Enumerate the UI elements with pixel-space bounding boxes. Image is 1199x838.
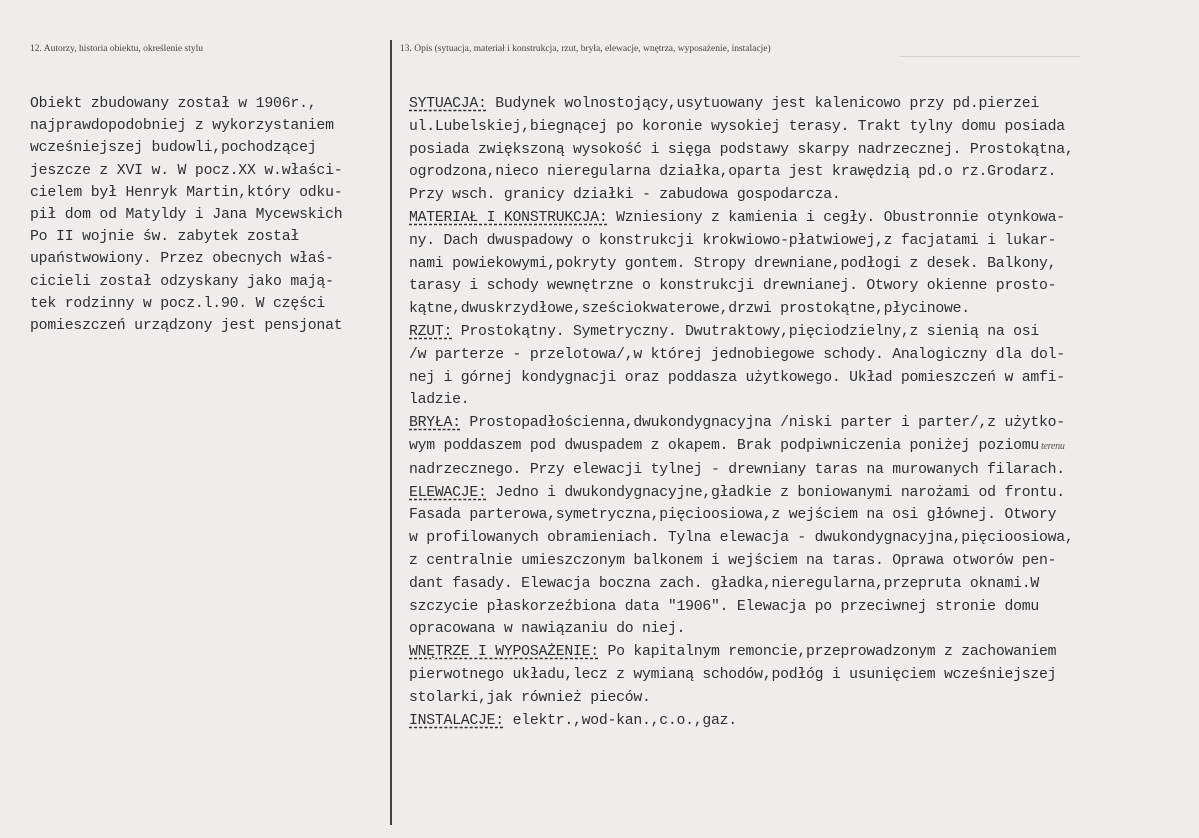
- line-text: nej i górnej kondygnacji oraz poddasza użytkowego. Układ pomieszczeń w amfi-: [409, 369, 1065, 386]
- line-text: elektr.,wod-kan.,c.o.,gaz.: [503, 712, 737, 729]
- line-text: z centralnie umieszczonym balkonem i wejściem na taras. Oprawa otworów pen-: [409, 552, 1057, 569]
- right-column-header: 13. Opis (sytuacja, materiał i konstrukcja, rzut, bryła, elewacje, wnętrza, wyposażenie, instalacje): [400, 44, 771, 54]
- text-line: [409, 367, 1197, 390]
- text-line: [409, 618, 1197, 641]
- history-text-block: [30, 93, 390, 337]
- left-column-header: 12. Autorzy, historia obiektu, określenie stylu: [30, 44, 203, 54]
- text-line: tek rodzinny w pocz.l.90. W części: [30, 295, 326, 312]
- text-line: [409, 664, 1197, 687]
- text-line: jeszcze z XVI w. W pocz.XX w.właści-: [30, 162, 343, 179]
- text-line: [409, 573, 1197, 596]
- text-line: [409, 435, 1197, 459]
- text-line: [409, 184, 1197, 207]
- section-heading: WNĘTRZE I WYPOSAŻENIE:: [409, 644, 599, 661]
- handwritten-note: terenu: [1040, 440, 1065, 452]
- text-line: [409, 139, 1197, 162]
- line-text: Jedno i dwukondygnacyjne,gładkie z boniowanymi narożami od frontu.: [486, 484, 1065, 501]
- text-line: [409, 527, 1197, 550]
- text-line: [409, 687, 1197, 710]
- text-line: [409, 321, 1197, 344]
- line-text: Po kapitalnym remoncie,przeprowadzonym z zachowaniem: [598, 644, 1057, 661]
- line-text: Budynek wolnostojący,usytuowany jest kalenicowo przy pd.pierzei: [486, 96, 1039, 112]
- line-text: ogrodzona,nieco nieregularna działka,oparta jest krawędzią pd.o rz.Grodarz.: [409, 164, 1057, 181]
- line-text: szczycie płaskorzeźbiona data "1906". Elewacja po przeciwnej stronie domu: [409, 598, 1039, 615]
- line-text: dant fasady. Elewacja boczna zach. gładka,nieregularna,przepruta oknami.W: [409, 575, 1039, 592]
- section-heading: BRYŁA:: [409, 415, 461, 432]
- text-line: [409, 412, 1197, 435]
- section-heading: ELEWACJE:: [409, 484, 487, 501]
- text-line: [409, 641, 1197, 664]
- line-text: ul.Lubelskiej,biegnącej po koronie wysokiej terasy. Trakt tylny domu posiada: [409, 118, 1065, 135]
- line-text: ladzie.: [409, 392, 470, 409]
- line-text: Fasada parterowa,symetryczna,pięcioosiowa,z wejściem na osi głównej. Otwory: [409, 507, 1057, 524]
- column-divider: [390, 40, 392, 825]
- line-text: ny. Dach dwuspadowy o konstrukcji krokwiowo-płatwiowej,z facjatami i lukar-: [409, 232, 1057, 249]
- line-text: tarasy i schody wewnętrzne o konstrukcji drewnianej. Otwory okienne prosto-: [409, 278, 1057, 295]
- line-text: Prostokątny. Symetryczny. Dwutraktowy,pięciodzielny,z sienią na osi: [452, 323, 1039, 340]
- line-text: nadrzecznego. Przy elewacji tylnej - drewniany taras na murowanych filarach.: [409, 461, 1065, 478]
- text-line: cielem był Henryk Martin,który odku-: [30, 184, 343, 201]
- text-line: [409, 550, 1197, 573]
- line-text: w profilowanych obramieniach. Tylna elewacja - dwukondygnacyjna,pięcioosiowa,: [409, 530, 1074, 547]
- text-line: [409, 207, 1197, 230]
- text-line: [409, 253, 1197, 276]
- text-line: [409, 298, 1197, 321]
- line-text: posiada zwiększoną wysokość i sięga podstawy skarpy nadrzecznej. Prostokątna,: [409, 141, 1074, 158]
- section-heading: MATERIAŁ I KONSTRUKCJA:: [409, 209, 608, 226]
- text-line: upaństwowiony. Przez obecnych właś-: [30, 251, 334, 268]
- text-line: [409, 344, 1197, 367]
- line-text: Przy wsch. granicy działki - zabudowa gospodarcza.: [409, 187, 841, 204]
- text-line: [409, 459, 1197, 482]
- line-text: Wzniesiony z kamienia i cegły. Obustronnie otynkowa-: [607, 209, 1065, 226]
- text-line: wcześniejszej budowli,pochodzącej: [30, 140, 317, 157]
- section-heading: RZUT:: [409, 323, 453, 340]
- text-line: [409, 504, 1197, 527]
- text-line: [409, 482, 1197, 505]
- text-line: [409, 389, 1197, 412]
- text-line: [409, 116, 1197, 139]
- text-line: Obiekt zbudowany został w 1906r.,: [30, 96, 317, 112]
- text-line: [409, 93, 1197, 116]
- section-heading: SYTUACJA:: [409, 96, 487, 112]
- text-line: [409, 230, 1197, 253]
- line-text: kątne,dwuskrzydłowe,sześciokwaterowe,drzwi prostokątne,płycinowe.: [409, 301, 970, 318]
- text-line: najprawdopodobniej z wykorzystaniem: [30, 118, 334, 135]
- text-line: cicieli został odzyskany jako mają-: [30, 273, 334, 290]
- line-text: nami powiekowymi,pokryty gontem. Stropy drewniane,podłogi z desek. Balkony,: [409, 255, 1057, 272]
- text-line: Po II wojnie św. zabytek został: [30, 229, 300, 246]
- text-line: pił dom od Matyldy i Jana Mycewskich: [30, 207, 343, 224]
- line-text: /w parterze - przelotowa/,w której jednobiegowe schody. Analogiczny dla dol-: [409, 346, 1065, 363]
- description-text-block: [409, 93, 1197, 732]
- line-text: opracowana w nawiązaniu do niej.: [409, 621, 686, 638]
- line-text: wym poddaszem pod dwuspadem z okapem. Brak podpiwniczenia poniżej poziomu: [409, 437, 1039, 454]
- text-line: [409, 275, 1197, 298]
- line-text: pierwotnego układu,lecz z wymianą schodów,podłóg i usunięciem wcześniejszej: [409, 666, 1057, 683]
- line-text: stolarki,jak również pieców.: [409, 689, 651, 706]
- section-heading: INSTALACJE:: [409, 712, 504, 729]
- text-line: [409, 710, 1197, 733]
- line-text: Prostopadłościenna,dwukondygnacyjna /niski parter i parter/,z użytko-: [460, 415, 1065, 432]
- text-line: [409, 161, 1197, 184]
- text-line: pomieszczeń urządzony jest pensjonat: [30, 318, 343, 335]
- faint-rule: [900, 56, 1080, 57]
- text-line: [409, 596, 1197, 619]
